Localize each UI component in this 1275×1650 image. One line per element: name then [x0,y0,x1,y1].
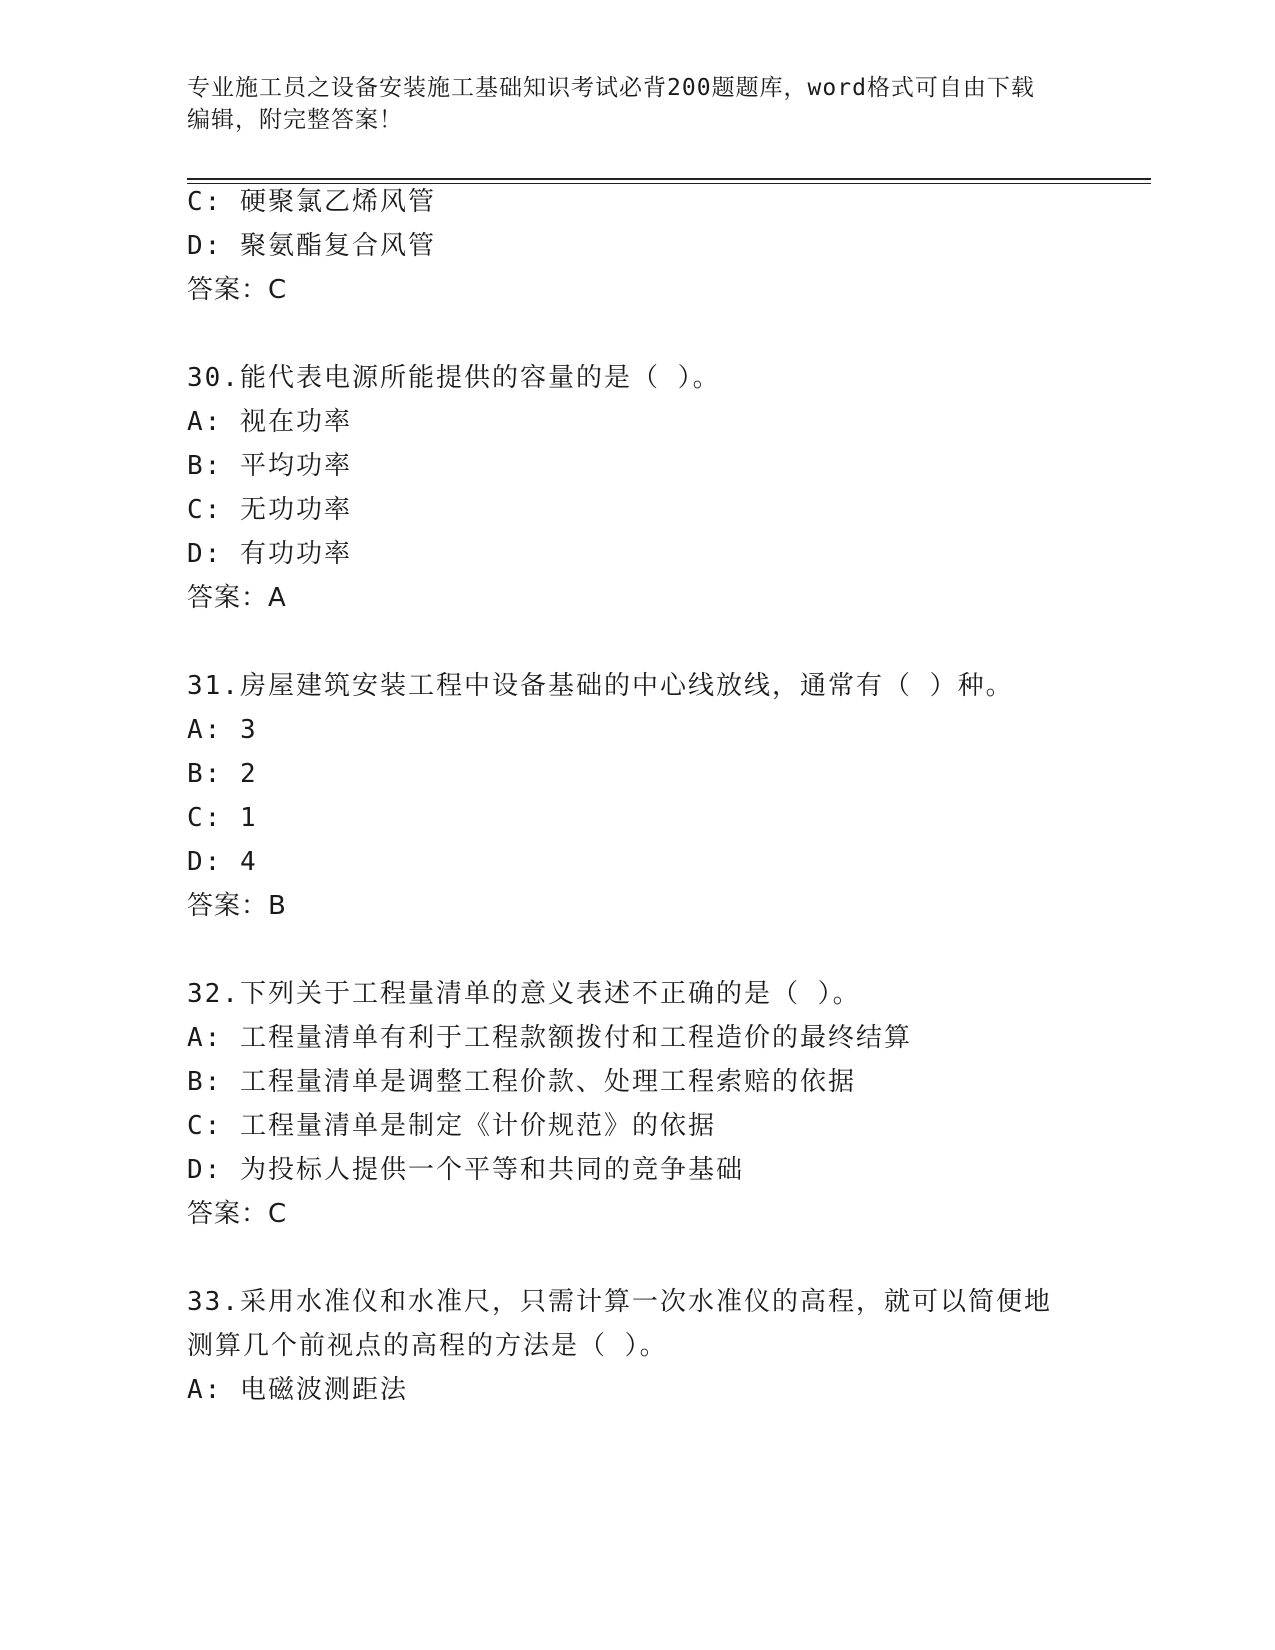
question-option: D: 为投标人提供一个平等和共同的竞争基础 [187,1155,744,1185]
question-stem: 30.能代表电源所能提供的容量的是（ ）。 [187,363,721,393]
header-line-2: 编辑，附完整答案！ [187,107,403,133]
question-option: C: 1 [187,803,258,833]
question-option: C: 工程量清单是制定《计价规范》的依据 [187,1111,716,1141]
question-option: D: 有功功率 [187,539,352,569]
question-stem: 31.房屋建筑安装工程中设备基础的中心线放线，通常有（ ）种。 [187,671,1014,701]
question-stem-line-2: 测算几个前视点的高程的方法是（ ）。 [187,1331,668,1361]
question-stem-line-1: 33.采用水准仪和水准尺，只需计算一次水准仪的高程，就可以简便地 [187,1287,1052,1317]
prev-option-c: C: 硬聚氯乙烯风管 [187,187,436,217]
header-rule-thin [187,183,1151,184]
document-header [187,72,1087,136]
question-stem: 32.下列关于工程量清单的意义表述不正确的是（ ）。 [187,979,861,1009]
question-option: B: 2 [187,759,258,789]
prev-answer: 答案：C [187,275,288,305]
question-option: B: 工程量清单是调整工程价款、处理工程索赔的依据 [187,1067,856,1097]
question-answer: 答案：B [187,891,287,921]
header-line-1: 专业施工员之设备安装施工基础知识考试必背200题题库，word格式可自由下载 [187,75,1035,101]
question-option: A: 视在功率 [187,407,352,437]
question-option: A: 工程量清单有利于工程款额拨付和工程造价的最终结算 [187,1023,912,1053]
question-answer: 答案：A [187,583,287,613]
question-option: D: 4 [187,847,258,877]
prev-option-d: D: 聚氨酯复合风管 [187,231,436,261]
question-option: C: 无功功率 [187,495,352,525]
question-option: B: 平均功率 [187,451,352,481]
question-answer: 答案：C [187,1199,288,1229]
header-rule-thick [187,178,1151,180]
question-option: A: 3 [187,715,258,745]
question-option: A: 电磁波测距法 [187,1375,408,1405]
